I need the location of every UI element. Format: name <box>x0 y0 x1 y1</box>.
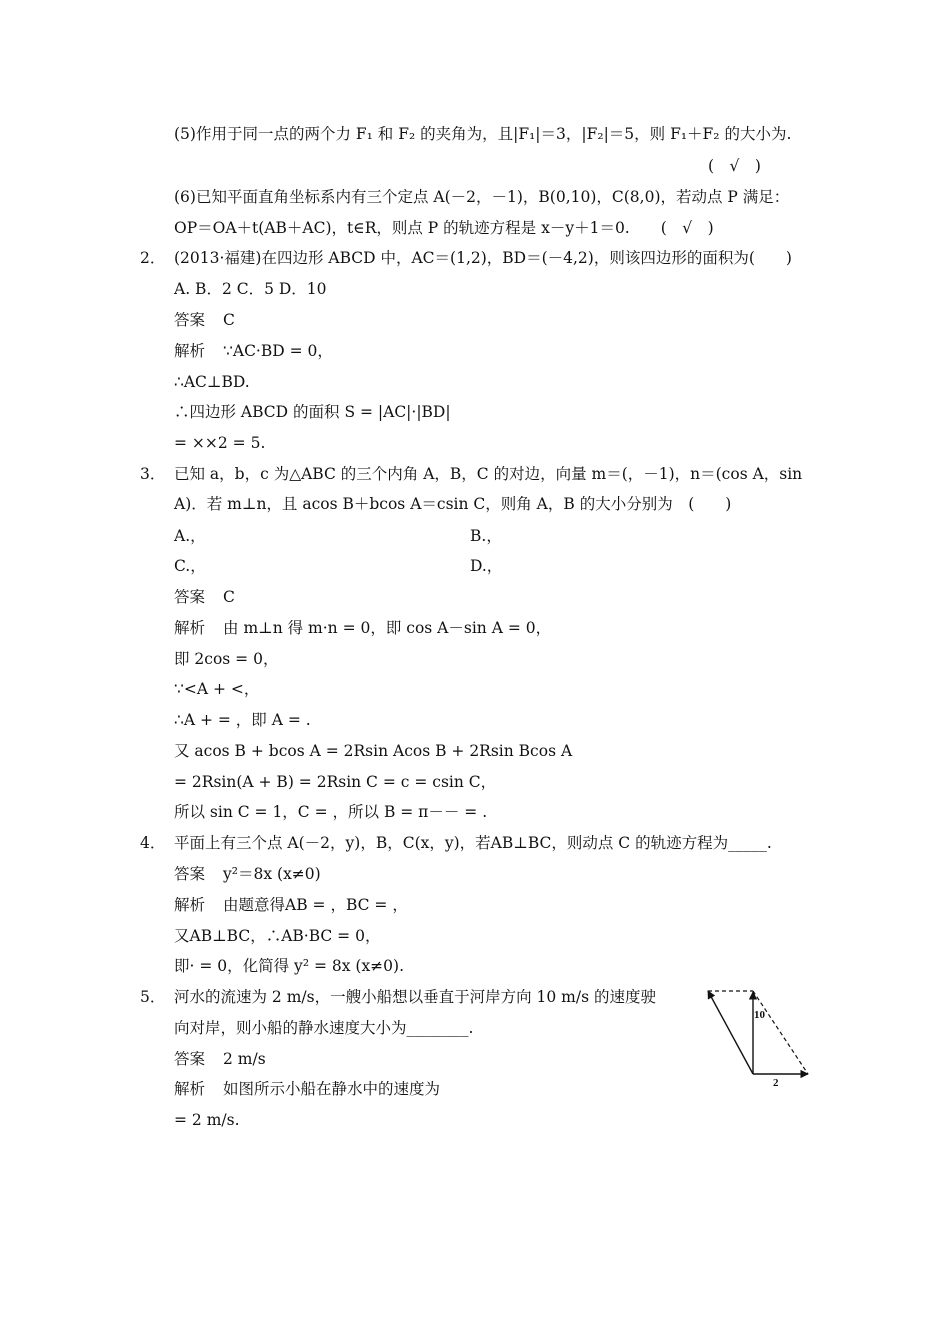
still-water-velocity-vector <box>708 991 753 1074</box>
q2-answer <box>174 310 235 330</box>
item-6-statement-cont: OP＝OA＋t(AB＋AC)，t∈R，则点 P 的轨迹方程是 x－y＋1＝0. ( √ ) <box>174 219 714 237</box>
solution-line: = 2 m/s. <box>174 1111 240 1129</box>
velocity-parallelogram-figure <box>700 984 818 1094</box>
q3-text: 已知 a，b，c 为△ABC 的三个内角 A，B，C 的对边，向量 m＝(，－1)，n＝(cos A，sin <box>174 465 803 483</box>
label-10: 10 <box>754 1009 765 1021</box>
q3-option-a: A.， <box>174 527 206 545</box>
q3-text-cont: A)．若 m⊥n，且 acos B＋bcos A＝csin C，则角 A，B 的大小分别为 ( ) <box>174 495 732 513</box>
solution-line: ∵<A + <， <box>174 680 260 698</box>
q2-text: (2013·福建)在四边形 ABCD 中，AC＝(1,2)，BD＝(－4,2)，则该四边形的面积为( ) <box>174 249 792 267</box>
solution-line: ∴四边形 ABCD 的面积 S = |AC|·|BD| <box>174 403 451 421</box>
solution-line: 即 2cos = 0， <box>174 650 279 668</box>
solution-line: 即· = 0，化简得 y² = 8x (x≠0). <box>174 957 405 975</box>
solution-line: 由 m⊥n 得 m·n = 0，即 cos A－sin A = 0， <box>223 619 552 637</box>
label-2: 2 <box>773 1077 779 1089</box>
answer-label: 答案 <box>174 865 206 883</box>
item-5-statement: (5)作用于同一点的两个力 F₁ 和 F₂ 的夹角为，且|F₁|＝3，|F₂|＝5，则 F₁＋F₂ 的大小为. <box>174 125 792 143</box>
answer-label: 答案 <box>174 311 206 329</box>
solution-label: 解析 <box>174 619 206 637</box>
solution-line: 又 acos B + bcos A = 2Rsin Acos B + 2Rsin Bcos A <box>174 742 573 760</box>
item-5-mark: ( √ ) <box>708 157 761 175</box>
q4-number: 4． <box>140 834 166 852</box>
solution-label: 解析 <box>174 896 206 914</box>
q4-solution <box>174 895 408 915</box>
q5-answer <box>174 1049 266 1069</box>
q5-text: 河水的流速为 2 m/s，一艘小船想以垂直于河岸方向 10 m/s 的速度驶 <box>174 988 656 1006</box>
answer-value: 2 m/s <box>223 1050 266 1068</box>
q2-solution <box>174 341 333 361</box>
solution-line: 所以 sin C = 1，C = ，所以 B = π－－ = . <box>174 803 488 821</box>
q3-option-d: D.， <box>470 557 503 575</box>
q4-text: 平面上有三个点 A(－2，y)，B，C(x，y)，若AB⊥BC，则动点 C 的轨迹方程为_____. <box>174 834 772 852</box>
solution-line: 由题意得AB = ，BC = ， <box>223 896 408 914</box>
solution-line: = 2Rsin(A + B) = 2Rsin C = c = csin C， <box>174 773 497 791</box>
q3-answer <box>174 587 235 607</box>
answer-value: y²＝8x (x≠0) <box>223 865 321 883</box>
q3-number: 3． <box>140 465 166 483</box>
solution-line: ∴AC⊥BD. <box>174 373 250 391</box>
solution-label: 解析 <box>174 342 206 360</box>
solution-line: ∵AC·BD = 0， <box>223 342 333 360</box>
q5-text-cont: 向对岸，则小船的静水速度大小为________. <box>174 1019 474 1037</box>
solution-label: 解析 <box>174 1080 206 1098</box>
q2-number: 2． <box>140 249 166 267</box>
answer-value: C <box>223 588 235 606</box>
dashed-right-edge <box>753 991 808 1074</box>
q5-solution <box>174 1079 440 1099</box>
q3-option-c: C.， <box>174 557 206 575</box>
q3-option-b: B.， <box>470 527 502 545</box>
solution-line: = ××2 = 5. <box>174 434 266 452</box>
q4-answer <box>174 864 321 884</box>
q2-options: A. B．2 C．5 D．10 <box>174 280 327 298</box>
answer-label: 答案 <box>174 588 206 606</box>
solution-line: 如图所示小船在静水中的速度为 <box>223 1080 441 1098</box>
answer-value: C <box>223 311 235 329</box>
solution-line: ∴A + = ，即 A = . <box>174 711 311 729</box>
solution-line: 又AB⊥BC，∴AB·BC = 0， <box>174 927 381 945</box>
q3-solution <box>174 618 551 638</box>
answer-label: 答案 <box>174 1050 206 1068</box>
q5-number: 5． <box>140 988 166 1006</box>
item-6-statement: (6)已知平面直角坐标系内有三个定点 A(－2，－1)，B(0,10)，C(8,0)，若动点 P 满足： <box>174 188 790 206</box>
